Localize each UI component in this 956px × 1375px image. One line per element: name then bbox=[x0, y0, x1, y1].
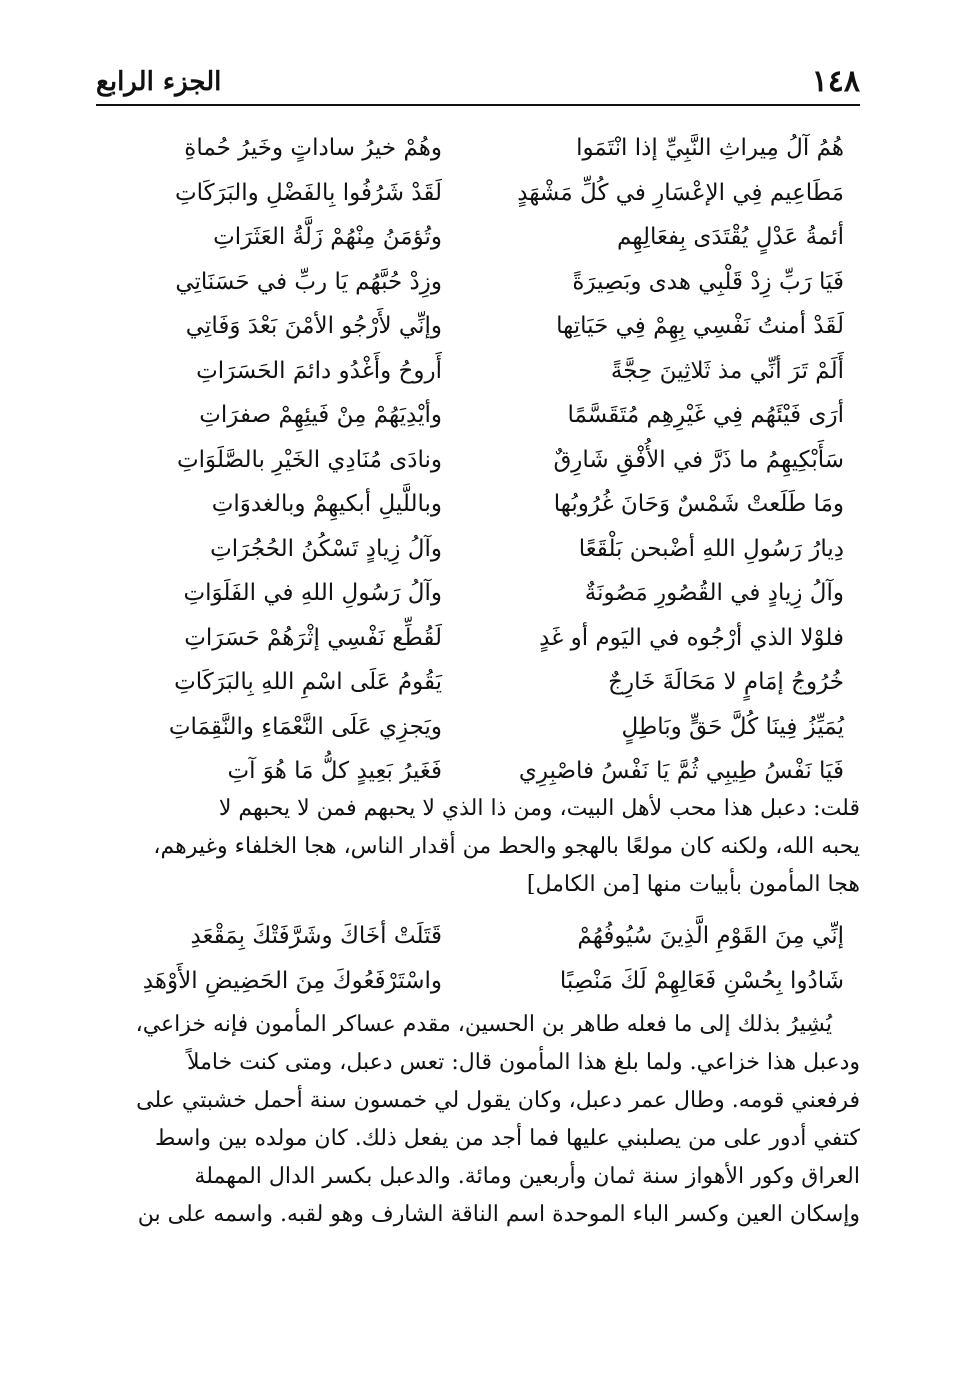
verse-first-hemistich: إنِّي مِنَ القَوْمِ الَّذِينَ سُيُوفُهُمْ bbox=[577, 923, 844, 950]
verse-line bbox=[96, 705, 860, 750]
verse-line bbox=[96, 749, 860, 794]
prose-line: فرفعني قومه. وطال عمر دعبل، وكان يقول لي خمسون سنة أحمل خشبتي على bbox=[136, 1088, 860, 1113]
page-header bbox=[96, 62, 860, 106]
verse-line bbox=[96, 527, 860, 572]
verse-second-hemistich: فَغَيرُ بَعِيدٍ كلُّ مَا هُوَ آتِ bbox=[227, 758, 442, 785]
verse-line bbox=[96, 349, 860, 394]
verse-first-hemistich: مَطَاعِيم فِي الإعْسَارِ في كُلِّ مَشْهَدٍ bbox=[517, 179, 844, 206]
verse-second-hemistich: ونادَى مُنَادِي الخَيْرِ بالصَّلَوَاتِ bbox=[177, 446, 442, 473]
verse-line bbox=[96, 171, 860, 216]
verse-line bbox=[96, 482, 860, 527]
verse-first-hemistich: فَيَا رَبِّ زِدْ قَلْبِي هدى وبَصِيرَةً bbox=[572, 268, 844, 295]
prose-line: وإسكان العين وكسر الباء الموحدة اسم الناقة الشارف وهو لقبه. واسمه على بن bbox=[137, 1202, 860, 1227]
verse-second-hemistich: قَتَلَتْ أخَاكَ وشَرَّفَتْكَ بِمَقْعَدِ bbox=[190, 923, 442, 950]
verse-second-hemistich: وآلُ رَسُولِ اللهِ في الفَلَوَاتِ bbox=[183, 580, 442, 607]
verse-first-hemistich: يُمَيِّزُ فِينَا كُلَّ حَقٍّ وبَاطِلٍ bbox=[621, 713, 844, 740]
commentary-paragraph bbox=[96, 790, 860, 904]
prose-line: يحبه الله، ولكنه كان مولعًا بالهجو والحط من أقدار الناس، هجا الخلفاء وغيرهم، bbox=[153, 834, 860, 859]
prose-line: هجا المأمون بأبيات منها [من الكامل] bbox=[526, 872, 860, 897]
verse-line bbox=[96, 438, 860, 483]
verse-first-hemistich: فلوْلا الذي أرْجُوه في اليَوم أو غَدٍ bbox=[539, 624, 844, 651]
verse-line bbox=[96, 914, 860, 959]
verse-second-hemistich: يَقُومُ عَلَى اسْمِ اللهِ بِالبَرَكَاتِ bbox=[174, 669, 442, 696]
verse-second-hemistich: وآلُ زِيادٍ تَسْكُنُ الحُجُرَاتِ bbox=[210, 535, 442, 562]
verse-first-hemistich: لَقَدْ أمنتُ نَفْسِي بِهِمْ فِي حَيَاتِها bbox=[556, 313, 844, 340]
verse-first-hemistich: دِيارُ رَسُولِ اللهِ أضْبحن بَلْقَعًا bbox=[578, 535, 844, 562]
verse-first-hemistich: خُرُوجُ إمَامٍ لا مَحَالَةَ خَارِجٌ bbox=[608, 669, 844, 696]
verse-second-hemistich: وزِدْ حُبَّهُم يَا ربِّ في حَسَنَاتِي bbox=[175, 268, 442, 295]
prose-line: كتفي أدور على من يصلبني عليها فما أجد من يفعل ذلك. كان مولده بين واسط bbox=[154, 1126, 860, 1151]
verse-first-hemistich: أَلَمْ تَرَ أنِّي مذ ثَلاثِينَ حِجَّةً bbox=[610, 357, 844, 384]
verse-first-hemistich: هُمُ آلُ مِيراثِ النَّبِيِّ إذا انْتَمَوا bbox=[576, 135, 844, 162]
verse-first-hemistich: أئمةُ عَدْلٍ يُقْتَدَى بِفعَالِهِم bbox=[617, 224, 844, 251]
verse-second-hemistich: وهُمْ خيرُ ساداتٍ وخَيرُ حُماةِ bbox=[184, 135, 442, 162]
verse-line bbox=[96, 260, 860, 305]
verse-line bbox=[96, 126, 860, 171]
verse-line bbox=[96, 660, 860, 705]
verse-line bbox=[96, 616, 860, 661]
part-title: الجزء الرابع bbox=[96, 67, 222, 97]
verse-second-hemistich: أَروحُ وأَغْدُو دائمَ الحَسَرَاتِ bbox=[196, 357, 442, 384]
verse-second-hemistich: وإنِّي لأَرْجُو الأمْنَ بَعْدَ وَفَاتِي bbox=[185, 313, 442, 340]
verse-line bbox=[96, 304, 860, 349]
verse-second-hemistich: وتُؤمَنُ مِنْهُمْ زَلَّةُ العَثَرَاتِ bbox=[213, 224, 442, 251]
verse-line bbox=[96, 959, 860, 1004]
verse-second-hemistich: لَقُطِّع نَفْسِي إثْرَهُمْ حَسَرَاتِ bbox=[184, 624, 442, 651]
verse-first-hemistich: شَادُوا بِحُسْنِ فَعَالِهِمْ لَكَ مَنْصِبًا bbox=[559, 967, 844, 994]
verse-second-hemistich: وأيْدِيَهُمْ مِنْ فَيئِهِمْ صفرَاتِ bbox=[199, 402, 442, 429]
prose-line: قلت: دعبل هذا محب لأهل البيت، ومن ذا الذي لا يحبهم فمن لا يحبهم لا bbox=[218, 796, 860, 821]
prose-line: ودعبل هذا خزاعي. ولما بلغ هذا المأمون قال: تعس دعبل، ومتى كنت خاملاً bbox=[186, 1050, 860, 1075]
poem-kamil bbox=[96, 914, 860, 1003]
verse-line bbox=[96, 215, 860, 260]
verse-first-hemistich: فَيَا نَفْسُ طِيبِي ثُمَّ يَا نَفْسُ فاصْبِرِي bbox=[518, 758, 844, 785]
verse-line bbox=[96, 571, 860, 616]
prose-line: العراق وكور الأهواز سنة ثمان وأربعين ومائة. والدعبل بكسر الدال المهملة bbox=[194, 1164, 860, 1189]
prose-line: يُشِيرُ بذلك إلى ما فعله طاهر بن الحسين، مقدم عساكر المأمون فإنه خزاعي، bbox=[135, 1012, 832, 1037]
verse-first-hemistich: ومَا طَلَعتْ شَمْسٌ وَحَانَ غُرُوبُها bbox=[553, 491, 844, 518]
biography-paragraph bbox=[96, 1006, 860, 1234]
verse-second-hemistich: واسْتَرْفَعُوكَ مِنَ الحَضِيضِ الأَوْهَدِ bbox=[142, 967, 442, 994]
verse-first-hemistich: سَأَبْكِيهِمُ ما ذَرَّ في الأُفْقِ شَارِقٌ bbox=[553, 446, 844, 473]
verse-second-hemistich: لَقَدْ شَرُفُوا بِالفَضْلِ والبَرَكَاتِ bbox=[174, 179, 442, 206]
page-number: ١٤٨ bbox=[811, 64, 860, 99]
header-rule bbox=[96, 104, 860, 106]
verse-second-hemistich: ويَجزِي عَلَى النَّعْمَاءِ والنَّقِمَاتِ bbox=[168, 713, 442, 740]
verse-second-hemistich: وباللَّيلِ أبكيهِمْ وبالغدوَاتِ bbox=[211, 491, 442, 518]
verse-first-hemistich: وآلُ زِيادٍ في القُصُورِ مَصُونَةٌ bbox=[584, 580, 844, 607]
verse-line bbox=[96, 393, 860, 438]
verse-first-hemistich: أرَى فَيْئَهُم فِي غَيْرِهِم مُتَقَسَّمًا bbox=[567, 402, 844, 429]
poem bbox=[96, 126, 860, 794]
